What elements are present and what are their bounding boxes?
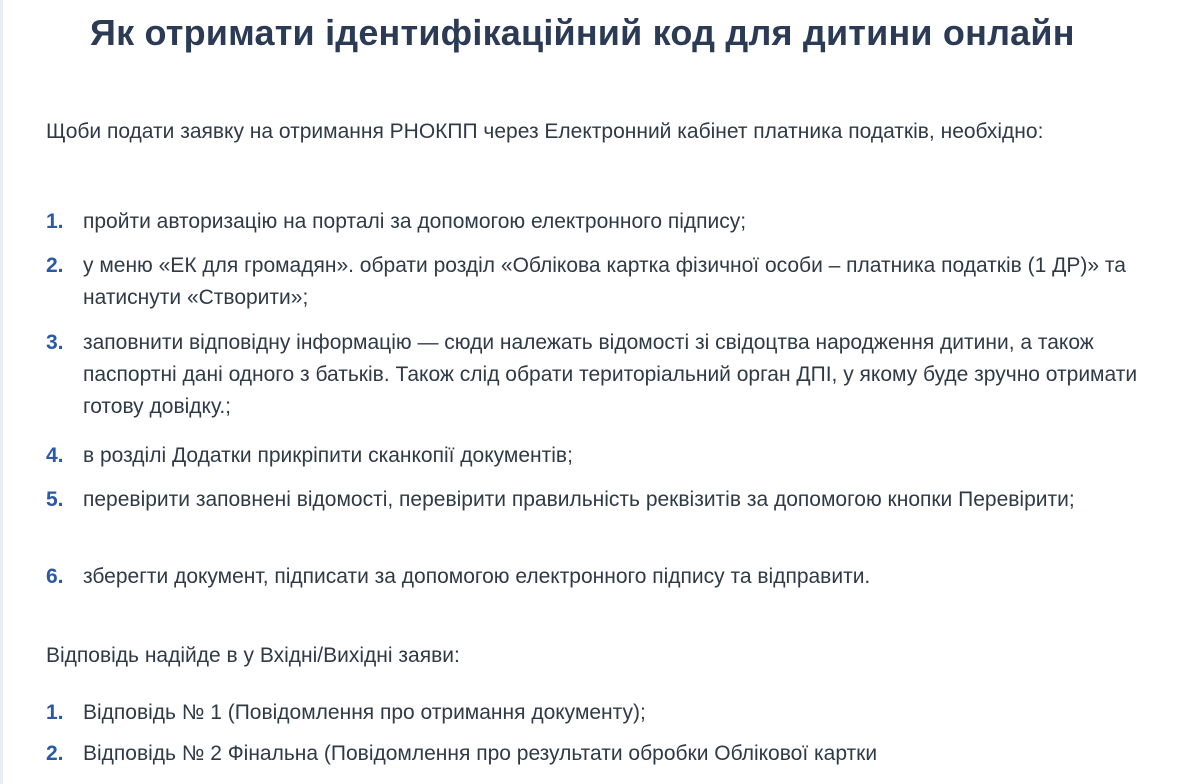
step-text: у меню «ЕК для громадян». обрати розділ «Облікова картка фізичної особи – платника податків (1 ДР)» та натиснути «Створити»; (83, 254, 1126, 309)
response-intro-paragraph: Відповідь надійде в у Вхідні/Вихідні заяви: (46, 644, 460, 667)
step-text: заповнити відповідну інформацію — сюди належать відомості зі свідоцтва народження дитини, а також паспортні дані одного з батьків. Також слід обрати територіальний орган ДПІ, у якому буде зручно отримати готову довідку.; (83, 331, 1138, 418)
step-number: 4. (46, 444, 64, 467)
response-text: Відповідь № 2 Фінальна (Повідомлення про результати обробки Облікової картки (83, 742, 878, 765)
step-number: 5. (46, 488, 64, 511)
step-text: пройти авторизацію на порталі за допомогою електронного підпису; (83, 210, 747, 233)
article-title: Як отримати ідентифікаційний код для дитини онлайн (90, 12, 1075, 53)
step-number: 2. (46, 254, 64, 277)
step-number: 3. (46, 331, 64, 354)
step-text: перевірити заповнені відомості, перевірити правильність реквізитів за допомогою кнопки Перевірити; (83, 488, 1075, 511)
intro-paragraph: Щоби подати заявку на отримання РНОКПП через Електронний кабінет платника податків, необхідно: (46, 120, 1044, 143)
step-number: 1. (46, 210, 64, 233)
step-number: 6. (46, 565, 64, 588)
step-text: зберегти документ, підписати за допомогою електронного підпису та відправити. (83, 565, 871, 588)
response-number: 2. (46, 742, 64, 765)
response-text: Відповідь № 1 (Повідомлення про отримання документу); (83, 701, 646, 724)
step-text: в розділі Додатки прикріпити сканкопії документів; (83, 444, 573, 467)
response-number: 1. (46, 701, 64, 724)
